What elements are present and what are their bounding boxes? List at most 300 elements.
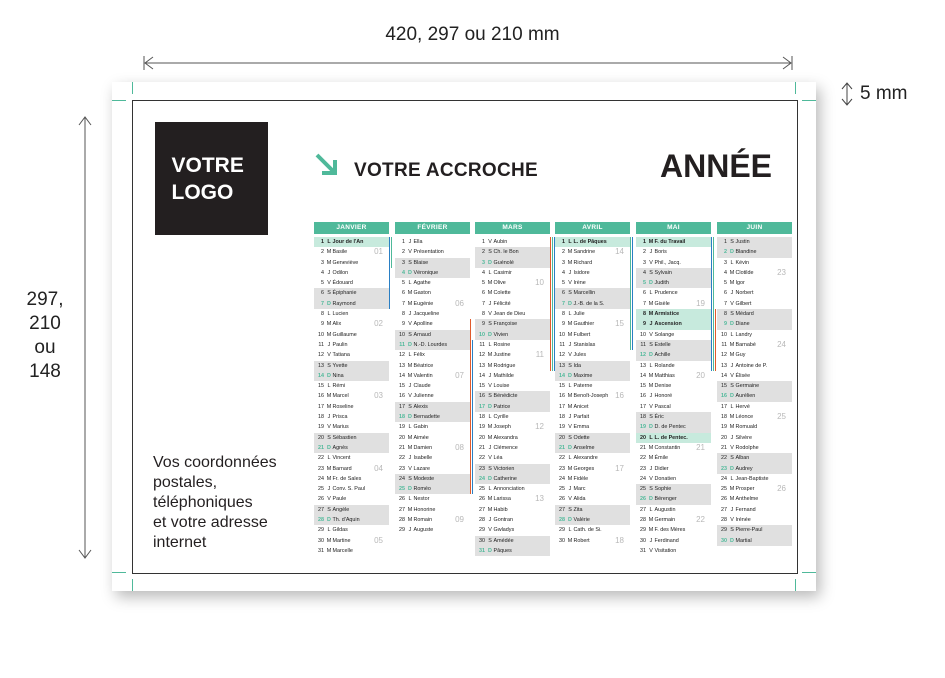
month-header: FÉVRIER xyxy=(395,222,470,234)
day-number: 12 xyxy=(721,352,727,359)
day-number: 21 xyxy=(399,444,405,451)
saint-name: Blaise xyxy=(413,259,429,266)
day-row xyxy=(395,391,470,401)
saint-name: Paule xyxy=(332,496,347,503)
saint-name: Marcel xyxy=(332,393,349,400)
weekday-letter: L xyxy=(488,414,492,421)
school-holiday-bar xyxy=(389,268,391,278)
day-number: 19 xyxy=(559,424,565,431)
day-row xyxy=(636,391,711,401)
day-row xyxy=(475,546,550,556)
weekday-letter: M xyxy=(648,239,654,245)
day-number: 4 xyxy=(562,269,565,276)
week-number: 20 xyxy=(696,370,705,380)
weekday-letter: D xyxy=(488,475,492,482)
day-row xyxy=(717,319,792,329)
weekday-letter: S xyxy=(730,239,734,245)
week-number: 18 xyxy=(615,535,624,545)
day-number: 27 xyxy=(479,506,485,513)
weekday-letter: J xyxy=(408,455,412,462)
school-holiday-bar xyxy=(472,474,474,484)
saint-name: Tatiana xyxy=(332,352,350,359)
weekday-letter: S xyxy=(327,290,331,297)
saint-name: Joseph xyxy=(493,424,511,431)
weekday-letter: L xyxy=(568,311,572,318)
school-holiday-bar xyxy=(472,361,474,371)
school-holiday-bar xyxy=(470,319,472,329)
tagline: VOTRE ACCROCHE xyxy=(354,160,539,181)
weekday-letter: S xyxy=(568,434,572,441)
day-row xyxy=(717,237,792,247)
day-number: 1 xyxy=(724,239,727,245)
day-number: 26 xyxy=(479,496,485,503)
day-row xyxy=(395,422,470,432)
saint-name: Augustin xyxy=(654,506,676,513)
weekday-letter: J xyxy=(568,486,572,493)
logo-line: LOGO xyxy=(171,180,234,204)
school-holiday-bar xyxy=(389,288,391,298)
weekday-letter: L xyxy=(488,486,492,493)
saint-name: Pierre-Paul xyxy=(735,527,763,534)
weekday-letter: M xyxy=(326,403,332,410)
day-row xyxy=(314,350,389,360)
saint-name: Fidèle xyxy=(573,475,589,482)
saint-name: Honorine xyxy=(413,506,436,513)
day-row xyxy=(314,474,389,484)
saint-name: Présentation xyxy=(413,249,444,256)
saint-name: Solange xyxy=(654,331,675,338)
weekday-letter: L xyxy=(408,280,412,287)
weekday-letter: L xyxy=(327,383,331,390)
day-row xyxy=(636,494,711,504)
saint-name: Emma xyxy=(573,424,590,431)
day-number: 29 xyxy=(318,527,324,534)
day-row xyxy=(314,453,389,463)
weekday-letter: D xyxy=(568,517,572,524)
day-number: 20 xyxy=(640,434,646,441)
school-holiday-bar xyxy=(472,350,474,360)
weekday-letter: L xyxy=(408,352,412,359)
weekday-letter: J xyxy=(327,341,331,348)
week-number: 09 xyxy=(455,515,464,525)
day-row xyxy=(395,268,470,278)
day-row xyxy=(395,361,470,371)
saint-name: Th. d'Aquin xyxy=(332,517,360,524)
day-number: 28 xyxy=(399,517,405,524)
day-number: 28 xyxy=(559,517,565,524)
day-number: 30 xyxy=(721,537,727,544)
day-number: 27 xyxy=(399,506,405,513)
day-row xyxy=(475,536,550,546)
day-row xyxy=(314,309,389,319)
saint-name: Armistice xyxy=(654,311,680,318)
day-row xyxy=(555,453,630,463)
day-row xyxy=(555,474,630,484)
day-number: 9 xyxy=(321,321,324,328)
day-row xyxy=(314,391,389,401)
day-row xyxy=(475,288,550,298)
weekday-letter: M xyxy=(567,475,573,482)
margin-dimension xyxy=(840,82,908,106)
day-row xyxy=(395,237,470,247)
day-number: 2 xyxy=(321,249,324,256)
weekday-letter: M xyxy=(407,362,413,369)
saint-name: Aurélien xyxy=(735,393,756,400)
day-number: 14 xyxy=(318,372,324,379)
day-number: 10 xyxy=(399,331,405,338)
weekday-letter: M xyxy=(487,290,493,297)
day-row xyxy=(555,443,630,453)
crop-mark xyxy=(802,572,816,573)
weekday-letter: J xyxy=(408,239,412,245)
week-number: 21 xyxy=(696,442,705,452)
saint-name: Marc xyxy=(573,486,586,493)
weekday-letter: M xyxy=(326,475,332,482)
day-row xyxy=(395,525,470,535)
weekday-letter: S xyxy=(488,393,492,400)
saint-name: Alban xyxy=(735,455,750,462)
weekday-letter: L xyxy=(568,527,572,534)
day-row xyxy=(717,340,792,350)
day-number: 20 xyxy=(318,434,324,441)
day-row xyxy=(395,443,470,453)
day-row xyxy=(475,330,550,340)
day-row xyxy=(475,361,550,371)
weekday-letter: V xyxy=(730,444,734,451)
school-holiday-bar xyxy=(632,278,634,288)
weekday-letter: V xyxy=(649,547,653,554)
day-row xyxy=(314,299,389,309)
day-number: 17 xyxy=(721,403,727,410)
school-holiday-bar xyxy=(713,237,715,247)
day-row xyxy=(314,319,389,329)
saint-name: L. de Pâques xyxy=(573,239,607,245)
weekday-letter: S xyxy=(649,341,653,348)
day-number: 15 xyxy=(479,383,485,390)
saint-name: Clémence xyxy=(493,444,518,451)
weekday-letter: S xyxy=(488,465,492,472)
day-number: 20 xyxy=(721,434,727,441)
weekday-letter: V xyxy=(649,331,653,338)
weekday-letter: M xyxy=(407,434,413,441)
weekday-letter: S xyxy=(408,331,412,338)
saint-name: Colette xyxy=(493,290,511,297)
width-dimension-label: 420, 297 ou 210 mm xyxy=(385,24,560,45)
day-number: 6 xyxy=(643,290,646,297)
week-number: 26 xyxy=(777,484,786,494)
saint-name: Vivien xyxy=(493,331,509,338)
day-row xyxy=(636,505,711,515)
weekday-letter: D xyxy=(408,414,412,421)
height-label-line: 210 xyxy=(29,313,61,334)
day-number: 1 xyxy=(321,239,324,245)
day-number: 25 xyxy=(479,486,485,493)
saint-name: Claude xyxy=(413,383,431,390)
saint-name: Alexandre xyxy=(573,455,598,462)
saint-name: Gilbert xyxy=(735,300,752,307)
weekday-letter: V xyxy=(568,280,572,287)
day-row xyxy=(636,546,711,556)
weekday-letter: D xyxy=(568,372,572,379)
weekday-letter: L xyxy=(568,455,572,462)
weekday-letter: M xyxy=(567,259,573,266)
weekday-letter: V xyxy=(649,259,653,266)
day-number: 18 xyxy=(640,414,646,421)
school-holiday-bar xyxy=(715,361,717,371)
weekday-letter: V xyxy=(730,372,734,379)
weekday-letter: M xyxy=(648,517,654,524)
saint-name: Matthias xyxy=(654,372,675,379)
weekday-letter: D xyxy=(730,537,734,544)
saint-name: J.-B. de la S. xyxy=(573,300,605,307)
saint-name: Honoré xyxy=(654,393,673,400)
day-number: 22 xyxy=(479,455,485,462)
day-number: 12 xyxy=(559,352,565,359)
week-number: 13 xyxy=(535,494,544,504)
logo-placeholder xyxy=(155,122,268,235)
weekday-letter: V xyxy=(568,352,572,359)
day-number: 14 xyxy=(640,372,646,379)
day-number: 26 xyxy=(318,496,324,503)
weekday-letter: J xyxy=(730,290,734,297)
day-number: 5 xyxy=(724,280,727,287)
week-number: 11 xyxy=(535,350,544,360)
saint-name: Martine xyxy=(332,537,351,544)
saint-name: Norbert xyxy=(735,290,754,297)
school-holiday-bar xyxy=(472,422,474,432)
day-row xyxy=(555,381,630,391)
weekday-letter: D xyxy=(649,352,653,359)
saint-name: Victorien xyxy=(493,465,515,472)
weekday-letter: J xyxy=(327,269,331,276)
weekday-letter: V xyxy=(649,403,653,410)
day-number: 21 xyxy=(721,444,727,451)
day-number: 15 xyxy=(640,383,646,390)
day-row xyxy=(555,402,630,412)
day-row xyxy=(314,258,389,268)
weekday-letter: M xyxy=(729,414,735,421)
weekday-letter: D xyxy=(488,547,492,554)
saint-name: Fr. de Sales xyxy=(332,475,362,482)
saint-name: Valérie xyxy=(573,517,590,524)
saint-name: Parfait xyxy=(573,414,590,421)
weekday-letter: S xyxy=(327,362,331,369)
day-number: 19 xyxy=(399,424,405,431)
day-number: 22 xyxy=(318,455,324,462)
day-number: 5 xyxy=(562,280,565,287)
saint-name: Bérenger xyxy=(654,496,677,503)
month-column xyxy=(475,222,550,556)
weekday-letter: M xyxy=(407,517,413,524)
day-row xyxy=(717,525,792,535)
weekday-letter: J xyxy=(568,414,572,421)
week-number: 03 xyxy=(374,391,383,401)
saint-name: Prisca xyxy=(332,414,348,421)
day-number: 7 xyxy=(321,300,324,307)
day-number: 27 xyxy=(559,506,565,513)
day-row xyxy=(636,422,711,432)
saint-name: Gildas xyxy=(332,527,348,534)
day-row xyxy=(475,237,550,247)
contact-line: téléphoniques xyxy=(153,494,253,511)
weekday-letter: M xyxy=(326,465,332,472)
day-row xyxy=(717,515,792,525)
weekday-letter: L xyxy=(488,341,492,348)
week-number: 12 xyxy=(535,422,544,432)
school-holiday-bar xyxy=(715,309,717,319)
day-row xyxy=(717,330,792,340)
weekday-letter: L xyxy=(730,331,734,338)
day-number: 21 xyxy=(640,444,646,451)
saint-name: Lazare xyxy=(413,465,430,472)
day-number: 9 xyxy=(724,321,727,328)
contact-info xyxy=(153,453,313,553)
weekday-letter: D xyxy=(327,444,331,451)
day-number: 7 xyxy=(402,300,405,307)
day-number: 14 xyxy=(721,372,727,379)
day-row xyxy=(475,268,550,278)
day-row xyxy=(395,350,470,360)
day-row xyxy=(636,268,711,278)
day-row xyxy=(555,340,630,350)
day-number: 8 xyxy=(724,311,727,318)
day-number: 12 xyxy=(640,352,646,359)
day-number: 18 xyxy=(479,414,485,421)
saint-name: Jean-Baptiste xyxy=(735,475,769,482)
day-row xyxy=(395,330,470,340)
weekday-letter: J xyxy=(408,311,412,318)
day-number: 3 xyxy=(321,259,324,266)
crop-mark xyxy=(795,82,796,94)
logo-line: VOTRE xyxy=(171,153,244,177)
saint-name: Marcelle xyxy=(332,547,353,554)
day-row xyxy=(475,494,550,504)
weekday-letter: D xyxy=(649,280,653,287)
weekday-letter: M xyxy=(567,465,573,472)
weekday-letter: D xyxy=(327,372,331,379)
saint-name: Guillaume xyxy=(332,331,357,338)
school-holiday-bar xyxy=(632,309,634,319)
school-holiday-bar xyxy=(632,268,634,278)
week-number: 23 xyxy=(777,267,786,277)
day-row xyxy=(717,412,792,422)
day-number: 8 xyxy=(643,311,646,318)
saint-name: Isidore xyxy=(573,269,590,276)
day-number: 3 xyxy=(643,259,646,266)
day-number: 11 xyxy=(721,341,727,348)
weekday-letter: M xyxy=(326,537,332,544)
day-row xyxy=(636,433,711,443)
weekday-letter: M xyxy=(407,300,413,307)
saint-name: Ella xyxy=(413,239,423,245)
week-number: 02 xyxy=(374,319,383,329)
day-number: 23 xyxy=(640,465,646,472)
day-number: 22 xyxy=(559,455,565,462)
weekday-letter: M xyxy=(487,424,493,431)
day-row xyxy=(314,402,389,412)
weekday-letter: D xyxy=(568,300,572,307)
weekday-letter: M xyxy=(648,527,654,534)
saint-name: Ida xyxy=(573,362,581,369)
day-number: 23 xyxy=(479,465,485,472)
day-row xyxy=(636,288,711,298)
saint-name: Émile xyxy=(654,455,668,462)
weekday-letter: S xyxy=(568,506,572,513)
weekday-letter: M xyxy=(487,280,493,287)
weekday-letter: D xyxy=(327,517,331,524)
saint-name: Sylvain xyxy=(654,269,672,276)
day-number: 31 xyxy=(640,547,646,554)
day-row xyxy=(314,340,389,350)
day-row xyxy=(555,391,630,401)
day-number: 6 xyxy=(724,290,727,297)
day-row xyxy=(555,299,630,309)
day-row xyxy=(717,350,792,360)
day-row xyxy=(717,505,792,515)
day-row xyxy=(717,247,792,257)
weekday-letter: D xyxy=(488,259,492,266)
contact-line: postales, xyxy=(153,474,218,491)
saint-name: Habib xyxy=(493,506,508,513)
height-label-line: ou xyxy=(34,337,56,358)
weekday-letter: S xyxy=(488,537,492,544)
day-number: 21 xyxy=(559,444,565,451)
saint-name: Annonciation xyxy=(493,486,525,493)
weekday-letter: V xyxy=(327,496,331,503)
day-row xyxy=(314,330,389,340)
weekday-letter: J xyxy=(649,321,653,328)
saint-name: Élisée xyxy=(735,372,751,379)
saint-name: Françoise xyxy=(493,321,518,328)
day-row xyxy=(636,474,711,484)
day-number: 1 xyxy=(643,239,646,245)
day-number: 17 xyxy=(479,403,485,410)
saint-name: Alexandra xyxy=(493,434,518,441)
day-number: 16 xyxy=(399,393,405,400)
day-number: 4 xyxy=(321,269,324,276)
weekday-letter: J xyxy=(730,362,734,369)
weekday-letter: D xyxy=(649,496,653,503)
day-number: 26 xyxy=(399,496,405,503)
school-holiday-bar xyxy=(632,319,634,329)
saint-name: Modeste xyxy=(413,475,435,482)
weekday-letter: M xyxy=(567,537,573,544)
day-row xyxy=(475,381,550,391)
weekday-letter: S xyxy=(730,383,734,390)
day-number: 5 xyxy=(321,280,324,287)
day-number: 23 xyxy=(559,465,565,472)
saint-name: Nina xyxy=(332,372,344,379)
day-row xyxy=(475,484,550,494)
day-row xyxy=(636,464,711,474)
day-number: 4 xyxy=(482,269,485,276)
weekday-letter: M xyxy=(487,506,493,513)
weekday-letter: V xyxy=(488,527,492,534)
day-number: 7 xyxy=(482,300,485,307)
day-number: 24 xyxy=(479,475,485,482)
day-number: 12 xyxy=(318,352,324,359)
saint-name: Benoît-Joseph xyxy=(573,393,609,400)
day-number: 28 xyxy=(721,517,727,524)
weekday-letter: J xyxy=(649,249,653,256)
saint-name: Odilon xyxy=(332,269,349,276)
day-number: 5 xyxy=(402,280,405,287)
weekday-letter: J xyxy=(649,537,653,544)
weekday-letter: J xyxy=(488,372,492,379)
day-number: 21 xyxy=(479,444,485,451)
day-row xyxy=(475,464,550,474)
weekday-letter: L xyxy=(488,269,492,276)
